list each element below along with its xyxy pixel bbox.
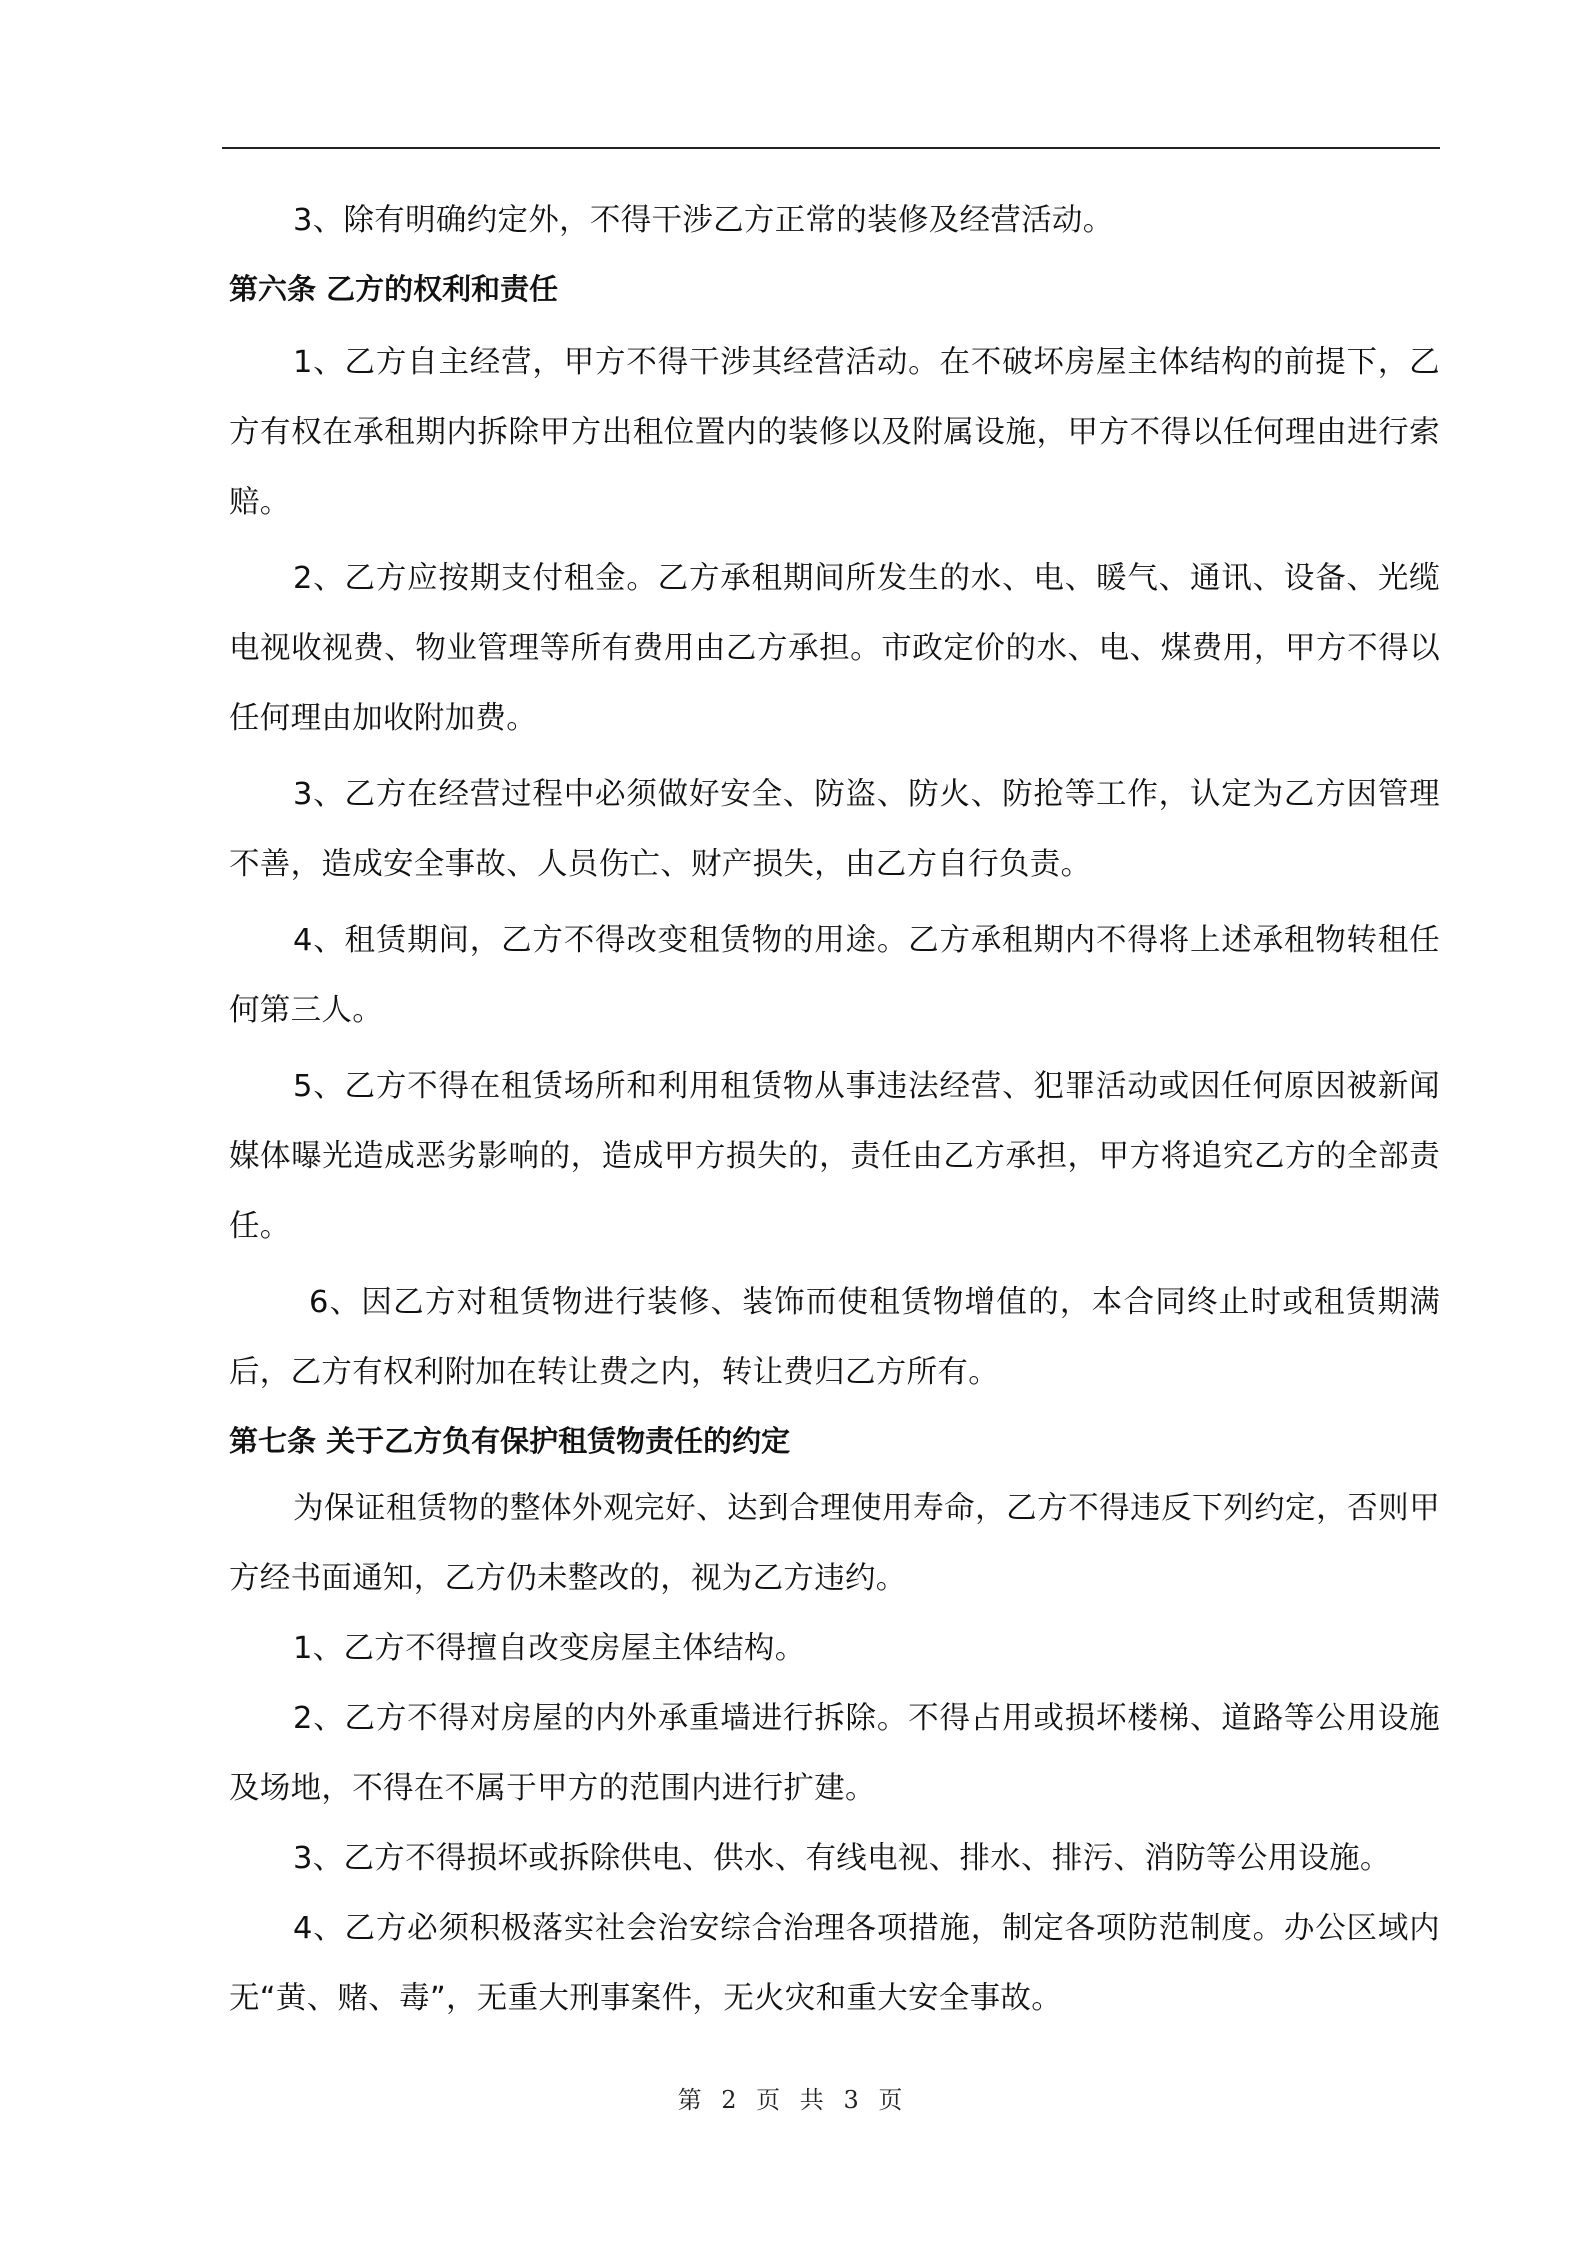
article-7-item-3: 3、乙方不得损坏或拆除供电、供水、有线电视、排水、排污、消防等公用设施。: [293, 1841, 1391, 1876]
clause-5-item-3: 3、除有明确约定外，不得干涉乙方正常的装修及经营活动。: [293, 203, 1114, 238]
article-7-item-1: 1、乙方不得擅自改变房屋主体结构。: [293, 1631, 806, 1666]
header-rule: [222, 147, 1440, 149]
article-6-item-6: 6、因乙方对租赁物进行装修、装饰而使租赁物增值的，本合同终止时或租赁期满后，乙方有权利附加在转让费之内，转让费归乙方所有。: [229, 1285, 1440, 1390]
article-6-item-4: 4、租赁期间，乙方不得改变租赁物的用途。乙方承租期内不得将上述承租物转租任何第三人。: [229, 923, 1440, 1028]
article-7-item-4: 4、乙方必须积极落实社会治安综合治理各项措施，制定各项防范制度。办公区域内无“黄、赌、毒”，无重大刑事案件，无火灾和重大安全事故。: [229, 1911, 1440, 2016]
article-6-item-1: 1、乙方自主经营，甲方不得干涉其经营活动。在不破坏房屋主体结构的前提下，乙方有权在承租期内拆除甲方出租位置内的装修以及附属设施，甲方不得以任何理由进行索赔。: [229, 345, 1440, 520]
article-7-item-2: 2、乙方不得对房屋的内外承重墙进行拆除。不得占用或损坏楼梯、道路等公用设施及场地，不得在不属于甲方的范围内进行扩建。: [229, 1701, 1440, 1806]
article-6-item-3: 3、乙方在经营过程中必须做好安全、防盗、防火、防抢等工作，认定为乙方因管理不善，造成安全事故、人员伤亡、财产损失，由乙方自行负责。: [229, 777, 1440, 882]
document-body: [229, 186, 1440, 2034]
article-7-heading: 第七条 关于乙方负有保护租赁物责任的约定: [229, 1424, 791, 1458]
article-6-item-2: 2、乙方应按期支付租金。乙方承租期间所发生的水、电、暖气、通讯、设备、光缆电视收视费、物业管理等所有费用由乙方承担。市政定价的水、电、煤费用，甲方不得以任何理由加收附加费。: [229, 561, 1440, 736]
page-number-footer: 第 2 页 共 3 页: [677, 2086, 909, 2114]
article-7-intro: 为保证租赁物的整体外观完好、达到合理使用寿命，乙方不得违反下列约定，否则甲方经书面通知，乙方仍未整改的，视为乙方违约。: [229, 1491, 1440, 1596]
article-6-heading: 第六条 乙方的权利和责任: [229, 272, 559, 306]
article-6-item-5: 5、乙方不得在租赁场所和利用租赁物从事违法经营、犯罪活动或因任何原因被新闻媒体曝光造成恶劣影响的，造成甲方损失的，责任由乙方承担，甲方将追究乙方的全部责任。: [229, 1069, 1440, 1244]
